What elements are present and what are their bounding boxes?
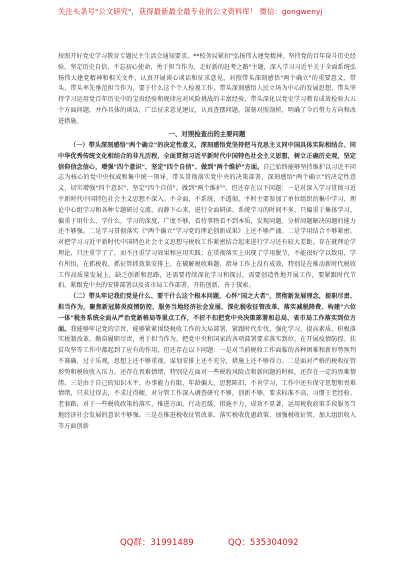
document-body bbox=[58, 52, 356, 433]
promo-banner bbox=[0, 0, 408, 50]
qq-group-label: QQ群：31991489 bbox=[120, 538, 194, 548]
section-1-paragraph bbox=[58, 141, 356, 292]
section-2-paragraph bbox=[58, 292, 356, 432]
section-heading: 一、对照检查出的主要问题 bbox=[168, 129, 246, 138]
section-1-heading: （一）带头深刻感悟"两个确立"的决定性意义，深刻感悟党坚持把马克思主义同中国具体实际相结合、同中华优秀传统文化相结合的非凡历程，全面贯彻习近平新时代中国特色社会主义思想，树立正确历史观，坚定信仰信念信心，增强"四个意识"、坚定"四个自信"、做到"两个维护"方面。 bbox=[58, 142, 356, 171]
qq-number-label: QQ：535304092 bbox=[228, 538, 299, 548]
section-2-text: 我能够牢记党的宗旨，能够紧紧围绕税收工作的大局部署，紧跟时代步伐，强化学习，提高素质，积极落实税制改革，勤奋履职尽责，勇于担当作为，把党中央和国家的各项部署要求落实到位，在开展疫情防控、扶贫攻坚等工作中都起到了应有的作用，但还存在以下问题：一是对当前税收工作面临的各种困难和新形势预判不准确，过于乐观，思想上还不够重视，谋划安排上还不充分，措施上还不够得力。二是面对严格的税收征管形势和税收收入压力，还存在畏难情绪，特别是在面对一些税收风险点和新问题的时候，还存在一定的畏难情绪。三是由于自己的知识水平、办事能力有限，年龄偏大，思想陈旧，不善学习，工作中还有保守思想和畏难情绪，只求过得去，不求过得硬，对分管工作深入调查研究不够，创新不够，要求标准不高，习惯于老经验、老套路，对于一些税收政策的落实，推进方面，行动迟缓，措施不力，成效不显著，运用税收政策手段服务当地经济社会发展的意识不够强。三是在推进税收征管改革、落实税收优惠政策、加强税收征管、加大组织收入等方面创新 bbox=[58, 325, 356, 430]
intro-paragraph: 按照开好党史学习教育专题民主生活会通知要求，**校务局紧扣"弘扬伟大建党精神，坚持党的百年奋斗历史经验，坚定历史自信，不忘初心使命，勇于担当作为，走好新的赶考之路"主题，深入学习习近平关于全面系统弘扬伟大建党精神和相关文件，认真开展谈心谈话和征求意见，对照带头深刻感悟"两个确立"的重要意义、带头，带头率先垂范担当作为，要于什么这个个人检视工作，带头深刻感悟人民立场为中心的发展思想、带头坚持学习运用党百年历史中的宝贵经验和规律应对风险挑战的丰富经验，带头深化以党史学习教育成效检验大五个方面问题，并作具体的谈话，广泛征求意见建议，认真查摆问题，深刻对照剖析，明确了今后努力方向和改进措施。 bbox=[58, 53, 356, 125]
section-1-text: 自己始终能够坚持维护以习近平同志为核心的党中央权威和集中统一领导，带头贯彻落实党中央的决策部署，深刻感悟"两个确立"的决定性意义，切实增强"四个意识"、坚定"四个自信"、做到"两个维护"。但还存在以下问题：一是对深入学习贯彻习近平新时代中国特色社会主义思想不深入。不全面，不系统，不透彻。平时主要参加了单位组织的集中学习、理论中心组学习和各种专题研讨交流，而静下心来，进行全面研读、系统学习的时间不多，只偏重于集体学习，偏重于用什么、学什么，学习的深度、广度不够，看待事物看不到本质，发现问题、分析问题解决问题的能力还不够强。二是学习贯彻落实《"两个确立"学习党的理论创新成果》上还不够严谨。二是学用结合不够紧密。对把学习习近平新时代中国特色社会主义思想与税收工作紧密结合起来进行学习还有较大差距。存在就理论学理论，只注重学了了，而不注重学习效果和应用实践；在贯彻落实上出现了学用脱节，不能很好学以致用，学有所悟，在抓税收、抓征管抓效果安排上，在破解税收难题、指导工作上没有成效，特别是在推动新时代税收工作高质量发展上，缺乏创新和思路，还需要持续深化学习和探讨，需要创造性地开展工作，要紧跟时代节拍，紧跟党中央的安排部署以及省市局工作部署，开拓创新，善于探索。 bbox=[58, 163, 356, 290]
section-2-heading: （二）带头牢记我们党是什么、要干什么这个根本问题，心怀"国之大者"，贯彻新发展理念，提职尽责、担当作为，聚焦新冠肺炎疫情防控、服务当地经济社会发展、深化税收征管改革、落实减税降费、构建"六位一体"税务系统全面从严治党新格局等重点工作，不折不扣把党中央决策部署和总局、省市局工作落实到位方面。 bbox=[58, 293, 356, 333]
footer-contact bbox=[0, 536, 408, 558]
banner-text: 关注头条号"公文研究"，获得最新最全最专业的公文资料库！ 微信：gongwenyj bbox=[58, 7, 323, 16]
